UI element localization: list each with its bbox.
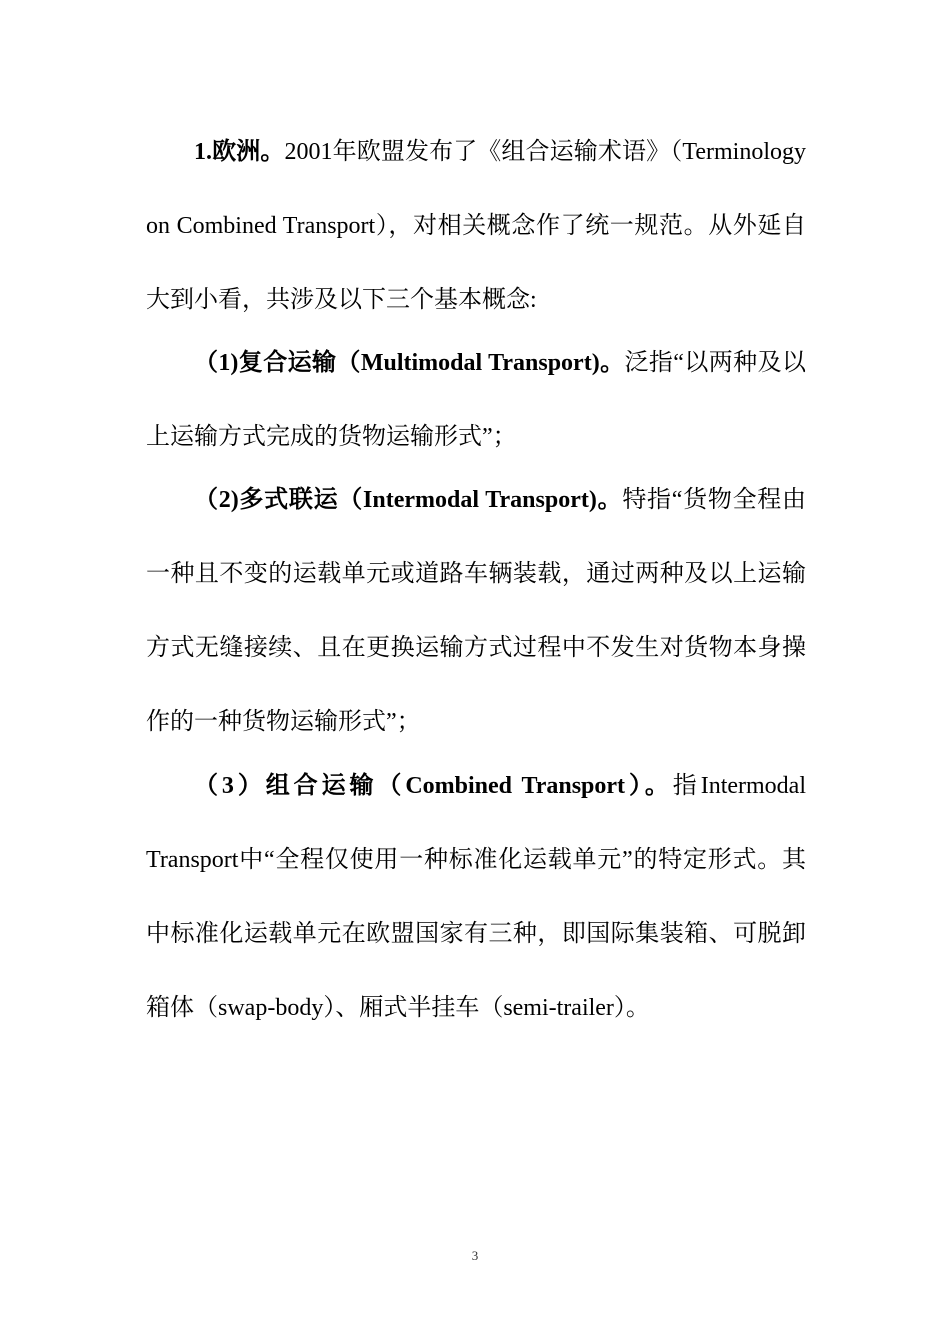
europe-heading: 1.欧洲。: [194, 139, 285, 165]
paragraph-europe: [146, 115, 806, 337]
paragraph-concept-1: [146, 326, 806, 474]
paragraph-concept-3: [146, 749, 806, 1045]
page-number: 3: [471, 1248, 479, 1263]
concept-1-heading: （1)复合运输（Multimodal Transport)。: [194, 350, 625, 376]
paragraph-concept-2: [146, 463, 806, 759]
concept-3-text: 指Intermodal Transport中“全程仅使用一种标准化运载单元”的特定形式。其中标准化运载单元在欧盟国家有三种，即国际集装箱、可脱卸箱体（swap-body）、厢式半挂车（semi-trailer）。: [146, 773, 807, 1021]
concept-1-text: 泛指“以两种及以上运输方式完成的货物运输形式”；: [146, 350, 806, 450]
concept-2-heading: （2)多式联运（Intermodal Transport)。: [194, 487, 623, 513]
europe-text: 2001年欧盟发布了《组合运输术语》（Terminology on Combined Transport），对相关概念作了统一规范。从外延自大到小看，共涉及以下三个基本概念:: [146, 139, 807, 313]
concept-2-text: 特指“货物全程由一种且不变的运载单元或道路车辆装载，通过两种及以上运输方式无缝接续、且在更换运输方式过程中不发生对货物本身操作的一种货物运输形式”；: [146, 487, 807, 735]
concept-3-heading: （3）组合运输（Combined Transport）。: [194, 773, 673, 799]
